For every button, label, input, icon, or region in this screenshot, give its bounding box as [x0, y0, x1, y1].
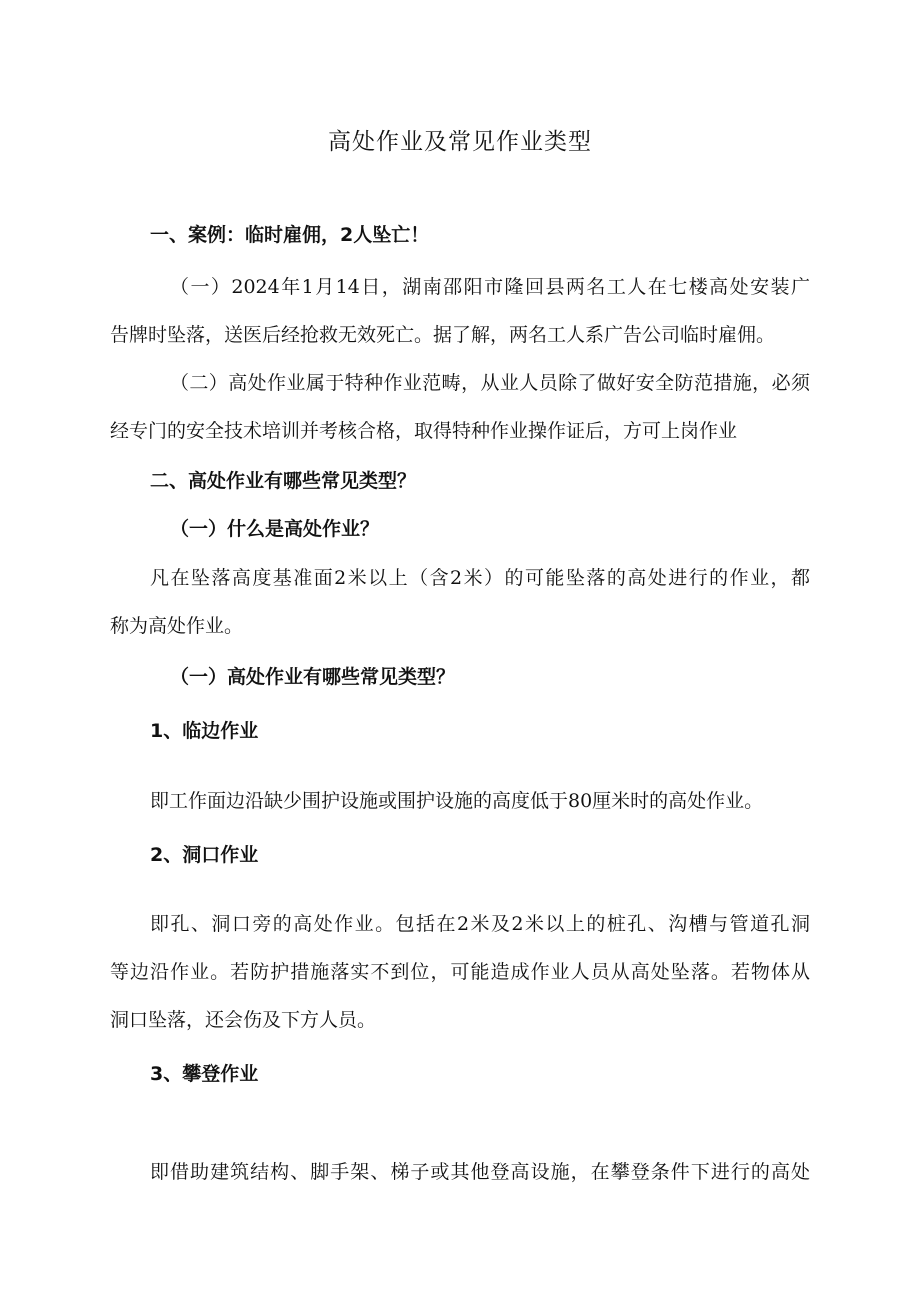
document-title: 高处作业及常见作业类型 — [328, 129, 592, 155]
item2-line1: 即孔、洞口旁的高处作业。包括在2米及2米以上的桩孔、沟槽与管道孔洞 — [150, 913, 810, 935]
subsection1-heading: （一）什么是高处作业？ — [170, 518, 380, 540]
item1-text: 即工作面边沿缺少围护设施或围护设施的高度低于80厘米时的高处作业。 — [150, 790, 764, 812]
item1-heading: 1、临边作业 — [150, 720, 259, 742]
section2-heading: 二、高处作业有哪些常见类型？ — [150, 470, 417, 492]
case1-line2: 告牌时坠落，送医后经抢救无效死亡。据了解，两名工人系广告公司临时雇佣。 — [110, 324, 776, 346]
item2-line3: 洞口坠落，还会伤及下方人员。 — [110, 1009, 377, 1031]
section1-heading: 一、案例：临时雇佣，2人坠亡！ — [150, 224, 430, 246]
definition-line2: 称为高处作业。 — [110, 615, 244, 637]
case1-line1: （一）2024年1月14日，湖南邵阳市隆回县两名工人在七楼高处安装广 — [170, 276, 810, 298]
item2-heading: 2、洞口作业 — [150, 844, 259, 866]
item3-heading: 3、攀登作业 — [150, 1063, 259, 1085]
item3-line1: 即借助建筑结构、脚手架、梯子或其他登高设施，在攀登条件下进行的高处 — [150, 1161, 810, 1183]
case2-line2: 经专门的安全技术培训并考核合格，取得特种作业操作证后，方可上岗作业 — [110, 420, 738, 442]
definition-line1: 凡在坠落高度基准面2米以上（含2米）的可能坠落的高处进行的作业，都 — [150, 567, 810, 589]
item2-line2: 等边沿作业。若防护措施落实不到位，可能造成作业人员从高处坠落。若物体从 — [110, 961, 810, 983]
case2-line1: （二）高处作业属于特种作业范畴，从业人员除了做好安全防范措施，必须 — [170, 372, 810, 394]
subsection2-heading: （一）高处作业有哪些常见类型？ — [170, 666, 456, 688]
